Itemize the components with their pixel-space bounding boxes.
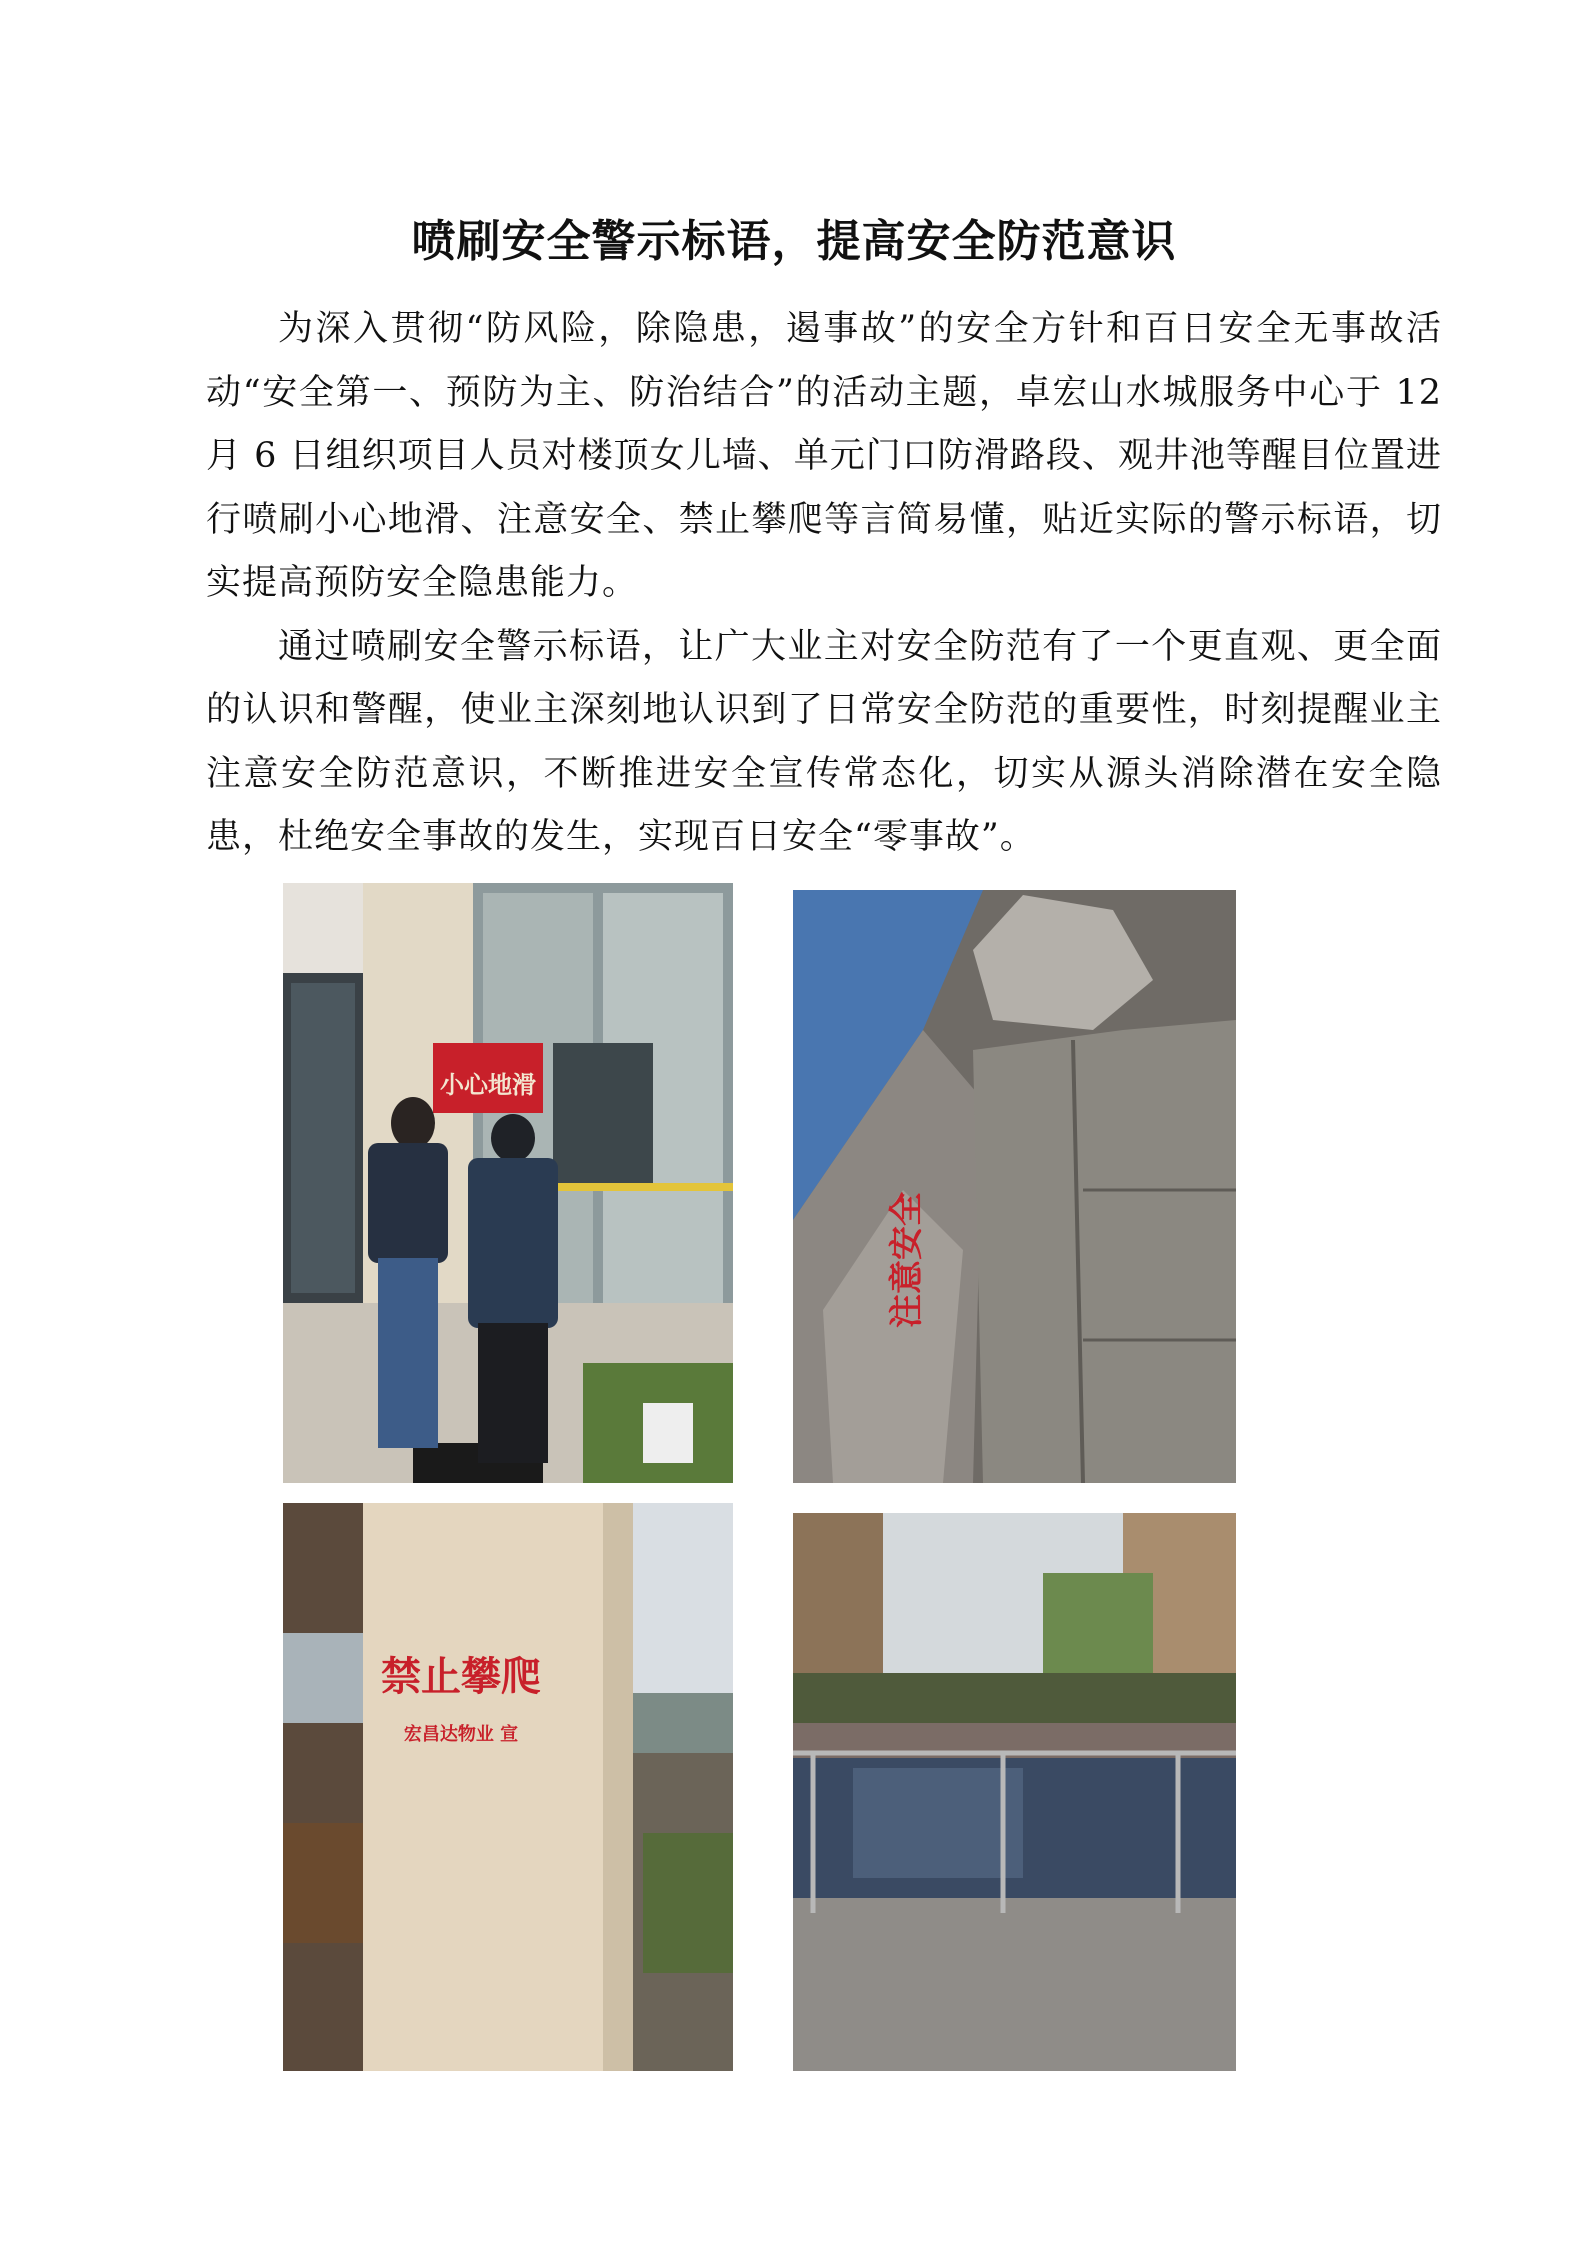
photo3-sign-sub: 宏昌达物业 宣 (403, 1724, 519, 1745)
document-title: 喷刷安全警示标语，提高安全防范意识 (411, 216, 1177, 267)
photo-pool-railing (793, 1513, 1236, 2071)
paragraph-2: 通过喷刷安全警示标语，让广大业主对安全防范有了一个更直观、更全面的认识和警醒，使业主深刻地认识到了日常安全防范的重要性，时刻提醒业主注意安全防范意识，不断推进安全宣传常态化，切实从源头消除潜在安全隐患，杜绝安全事故的发生，实现百日安全“零事故”。 (206, 626, 1442, 857)
photo-stone-path (793, 890, 1236, 1483)
photo3-sign-text: 禁止攀爬 (381, 1654, 541, 1700)
photo1-sign-text: 小心地滑 (440, 1071, 536, 1099)
photo2-sign-text: 注意安全 (887, 1192, 927, 1328)
document-body (206, 298, 1442, 870)
photo-pillar-sign (283, 1503, 733, 2071)
photo-posting-sign (283, 883, 733, 1483)
paragraph-1: 为深入贯彻“防风险，除隐患，遏事故”的安全方针和百日安全无事故活动“安全第一、预防为主、防治结合”的活动主题，卓宏山水城服务中心于 12 月 6 日组织项目人员对楼顶女儿墙、单元门口防滑路段、观井池等醒目位置进行喷刷小心地滑、注意安全、禁止攀爬等言简易懂，贴近实际的警示标语，切实提高预防安全隐患能力。 (206, 309, 1442, 603)
